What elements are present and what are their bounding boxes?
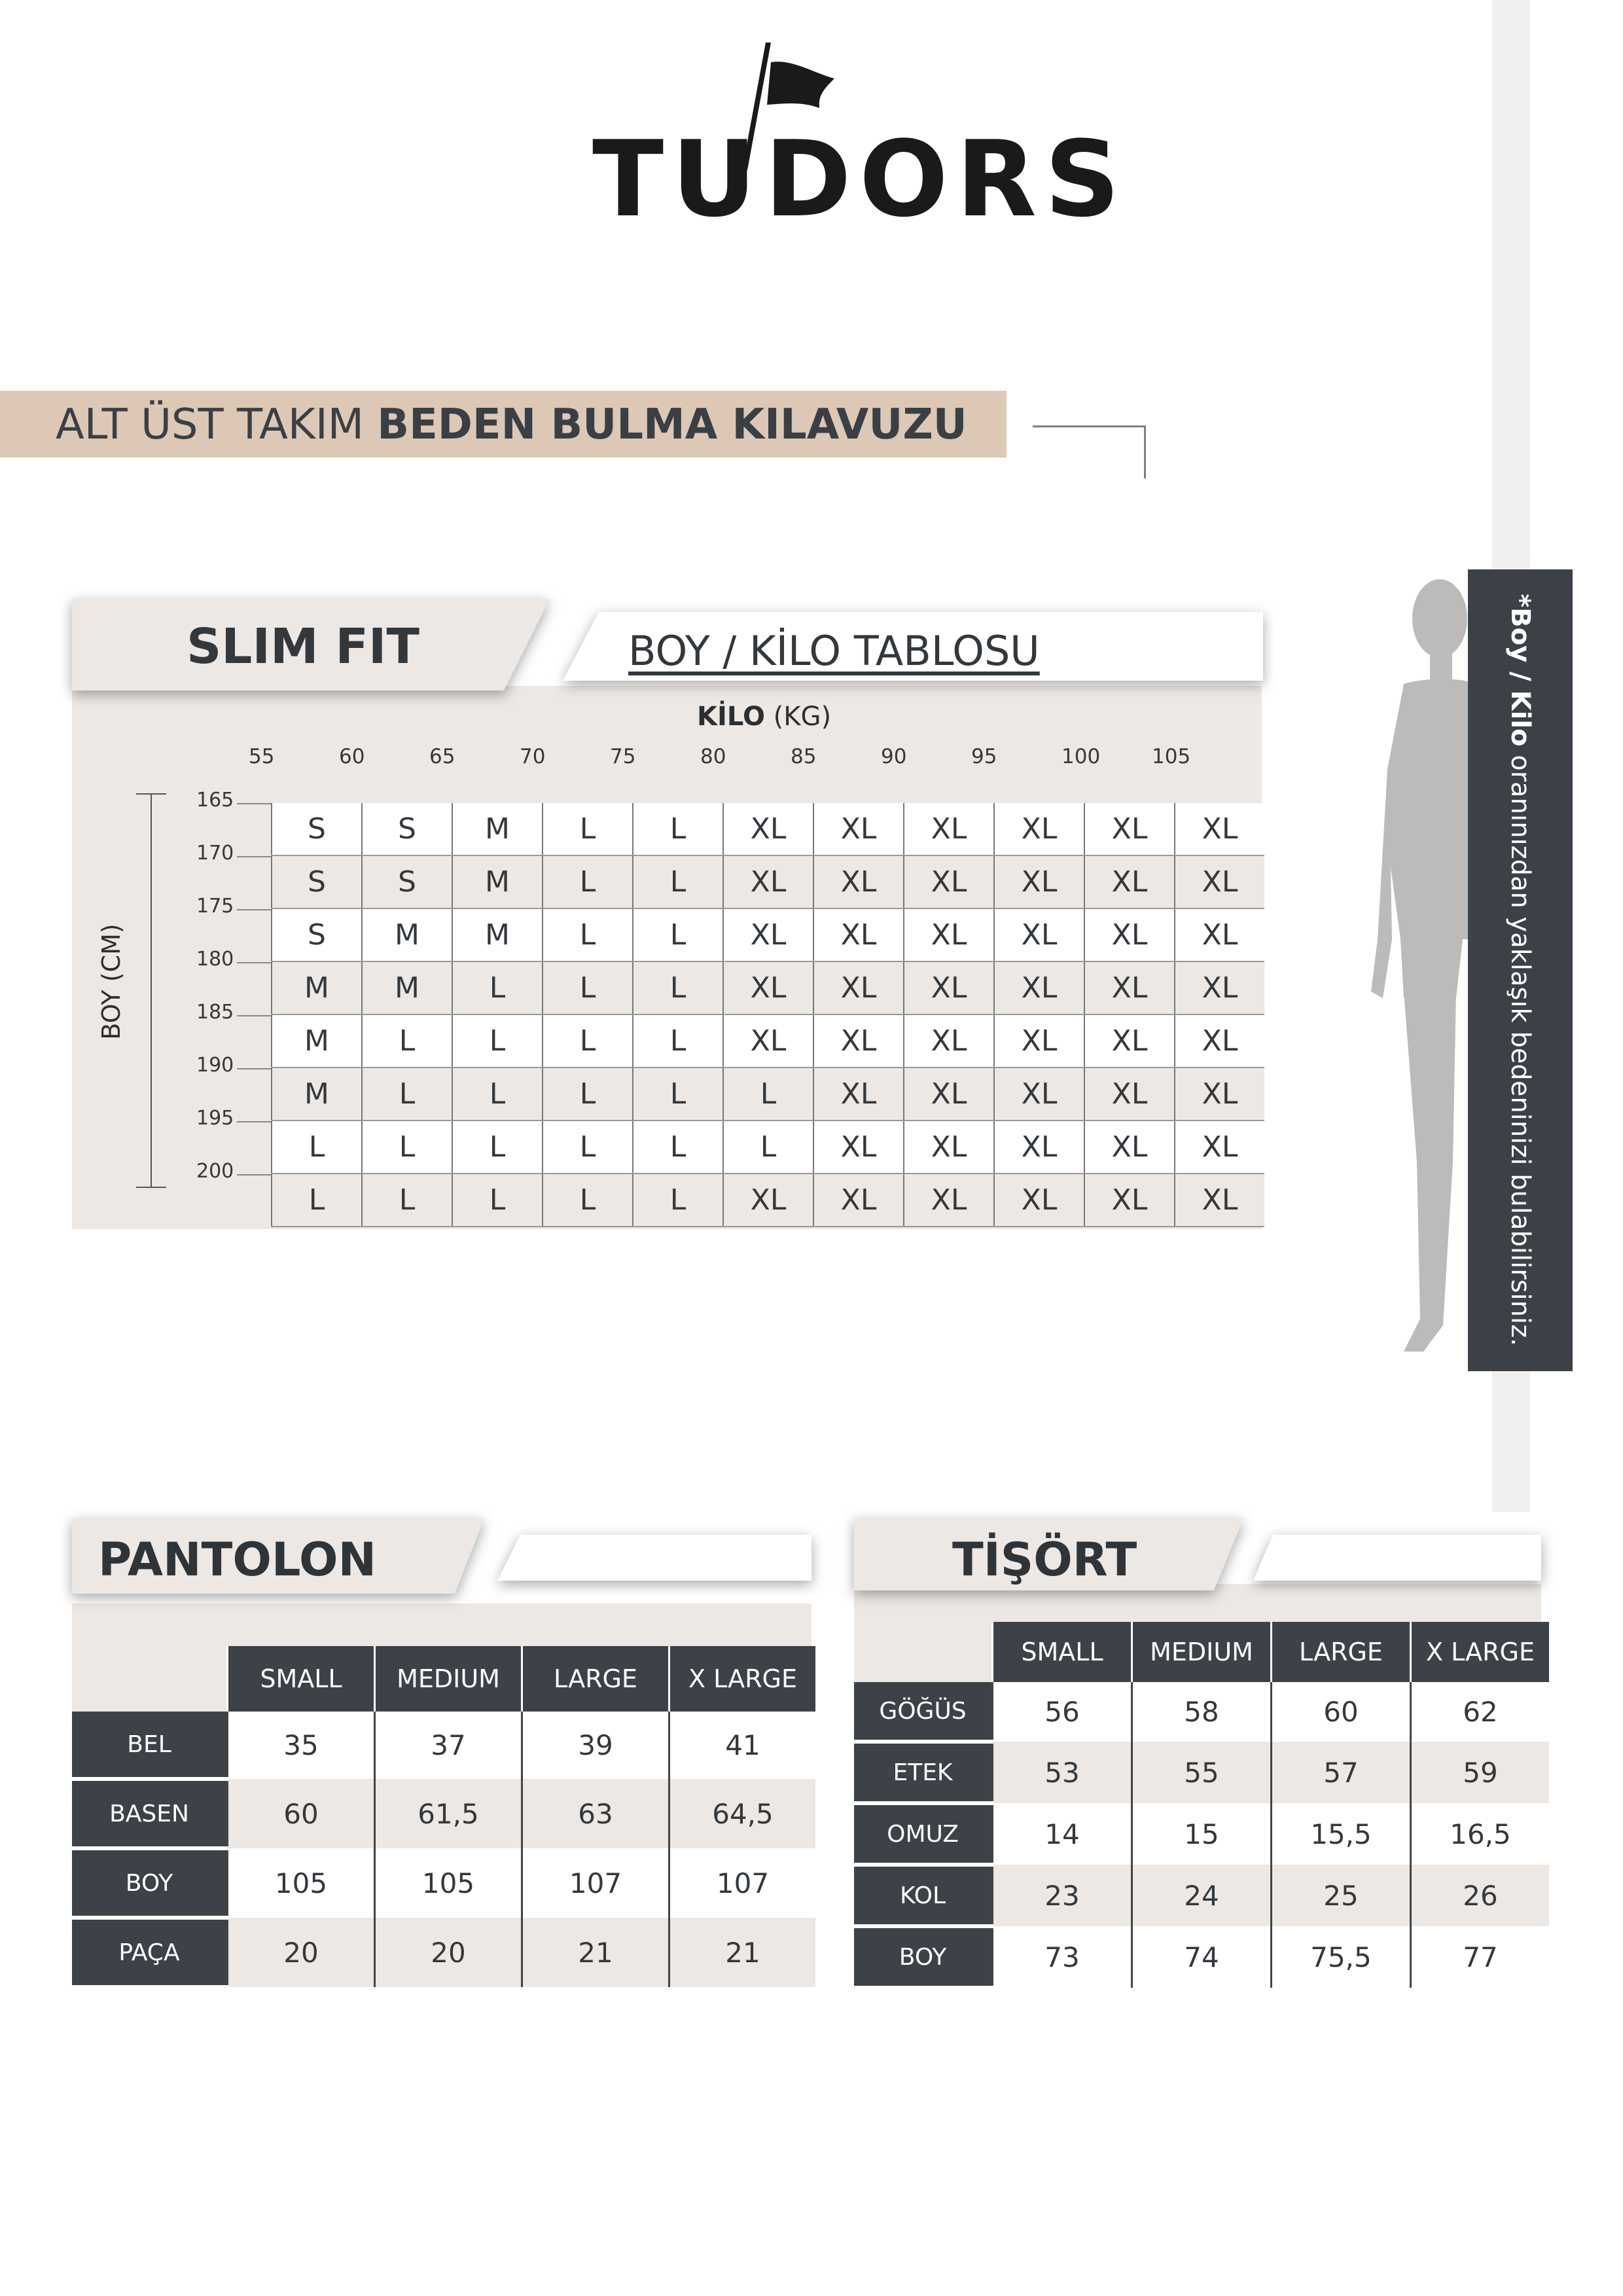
table-row	[72, 1918, 815, 1987]
size-cell: L	[543, 1121, 633, 1174]
table-row	[72, 1712, 815, 1779]
size-cell: XL	[904, 1014, 994, 1067]
size-cell: M	[362, 908, 452, 961]
height-tick: 180	[196, 948, 234, 971]
size-cell: M	[452, 855, 543, 908]
value-cell: 41	[669, 1712, 816, 1779]
height-tick-line	[237, 962, 271, 963]
row-label: PAÇA	[72, 1918, 228, 1987]
value-cell: 107	[669, 1848, 816, 1918]
value-cell: 62	[1411, 1682, 1550, 1742]
size-cell: L	[362, 1014, 452, 1067]
size-cell: XL	[813, 803, 904, 855]
height-tick-line	[237, 1174, 271, 1175]
size-cell: L	[723, 1067, 813, 1121]
page-title-light: ALT ÜST TAKIM	[56, 401, 378, 449]
value-cell: 24	[1132, 1865, 1272, 1926]
side-note-text	[1503, 594, 1537, 1346]
height-tick: 170	[196, 842, 234, 865]
tisort-header-tabs	[844, 1512, 1551, 1610]
size-cell: L	[633, 908, 723, 961]
size-cell: XL	[904, 1174, 994, 1227]
size-cell: XL	[994, 1067, 1084, 1121]
value-cell: 58	[1132, 1682, 1272, 1742]
size-cell: L	[633, 803, 723, 855]
value-cell: 25	[1272, 1865, 1411, 1926]
size-cell: L	[633, 1067, 723, 1121]
value-cell: 59	[1411, 1742, 1550, 1803]
size-cell: L	[452, 1014, 543, 1067]
header-blank-cell	[72, 1646, 228, 1712]
pantolon-size-table	[72, 1646, 815, 1989]
size-cell: XL	[723, 803, 813, 855]
size-cell: XL	[723, 1174, 813, 1227]
size-cell: L	[362, 1174, 452, 1227]
size-cell: XL	[1084, 1014, 1175, 1067]
table-row	[854, 1926, 1549, 1988]
size-cell: M	[362, 961, 452, 1014]
weight-tick: 105	[1152, 745, 1191, 768]
row-label: ETEK	[854, 1742, 993, 1803]
table-row	[854, 1742, 1549, 1803]
table-row	[272, 1121, 1264, 1174]
kilo-axis-unit: (KG)	[764, 702, 832, 732]
size-cell: L	[543, 908, 633, 961]
weight-tick: 60	[339, 745, 365, 768]
table-row	[272, 1014, 1264, 1067]
page-title-bold: BEDEN BULMA KILAVUZU	[377, 401, 967, 449]
size-cell: L	[543, 1067, 633, 1121]
size-cell: L	[633, 1121, 723, 1174]
value-cell: 61,5	[375, 1779, 522, 1848]
row-label: BASEN	[72, 1779, 228, 1848]
size-cell: XL	[723, 961, 813, 1014]
size-cell: XL	[1175, 908, 1264, 961]
size-cell: M	[452, 908, 543, 961]
size-cell: L	[452, 1121, 543, 1174]
size-cell: XL	[994, 1121, 1084, 1174]
value-cell: 107	[522, 1848, 669, 1918]
size-cell: XL	[723, 908, 813, 961]
size-cell: S	[272, 803, 362, 855]
value-cell: 74	[1132, 1926, 1272, 1988]
value-cell: 39	[522, 1712, 669, 1779]
size-cell: S	[362, 803, 452, 855]
row-label: BOY	[854, 1926, 993, 1988]
size-cell: XL	[813, 1121, 904, 1174]
column-header: LARGE	[522, 1646, 669, 1712]
boy-axis-label: BOY (CM)	[97, 924, 126, 1040]
height-tick-line	[237, 909, 271, 910]
row-label: OMUZ	[854, 1803, 993, 1865]
boy-axis-cap-bottom	[136, 1187, 166, 1188]
size-cell: XL	[1084, 961, 1175, 1014]
size-cell: XL	[1175, 1174, 1264, 1227]
value-cell: 73	[993, 1926, 1132, 1988]
size-cell: XL	[1084, 855, 1175, 908]
side-note-rest: oranınızdan yaklaşık bedeninizi bulabilirsiniz.	[1505, 746, 1535, 1346]
size-cell: XL	[1084, 803, 1175, 855]
size-cell: XL	[904, 803, 994, 855]
weight-tick: 100	[1061, 745, 1101, 768]
height-tick-line	[237, 1121, 271, 1122]
table-row	[72, 1779, 815, 1848]
weight-tick: 65	[429, 745, 455, 768]
size-cell: L	[633, 855, 723, 908]
size-cell: XL	[1175, 961, 1264, 1014]
size-cell: XL	[994, 1174, 1084, 1227]
size-cell: XL	[813, 961, 904, 1014]
size-cell: XL	[1084, 1067, 1175, 1121]
table-row	[854, 1865, 1549, 1926]
size-cell: XL	[904, 1121, 994, 1174]
height-tick: 190	[196, 1054, 234, 1077]
size-cell: XL	[1175, 1121, 1264, 1174]
size-cell: XL	[813, 908, 904, 961]
value-cell: 15	[1132, 1803, 1272, 1865]
height-tick: 175	[196, 895, 234, 918]
size-cell: L	[633, 1014, 723, 1067]
column-header: X LARGE	[1411, 1622, 1550, 1682]
value-cell: 20	[228, 1918, 375, 1987]
value-cell: 75,5	[1272, 1926, 1411, 1988]
value-cell: 55	[1132, 1742, 1272, 1803]
table-row	[272, 961, 1264, 1014]
human-silhouette-icon	[1364, 573, 1482, 1365]
value-cell: 63	[522, 1779, 669, 1848]
table-row	[854, 1682, 1549, 1742]
size-cell: XL	[1084, 1121, 1175, 1174]
size-cell: M	[272, 1067, 362, 1121]
size-cell: XL	[994, 803, 1084, 855]
size-cell: XL	[994, 1014, 1084, 1067]
size-cell: XL	[1084, 1174, 1175, 1227]
row-label: GÖĞÜS	[854, 1682, 993, 1742]
value-cell: 57	[1272, 1742, 1411, 1803]
weight-tick: 70	[520, 745, 546, 768]
value-cell: 35	[228, 1712, 375, 1779]
size-cell: XL	[994, 961, 1084, 1014]
kilo-axis-label	[697, 702, 831, 732]
weight-tick: 55	[249, 745, 275, 768]
table-header-row	[854, 1622, 1549, 1682]
size-cell: XL	[1084, 908, 1175, 961]
value-cell: 77	[1411, 1926, 1550, 1988]
size-cell: M	[452, 803, 543, 855]
tisort-title: TİŞÖRT	[952, 1533, 1137, 1587]
size-cell: XL	[813, 1014, 904, 1067]
column-header: MEDIUM	[1132, 1622, 1272, 1682]
value-cell: 53	[993, 1742, 1132, 1803]
table-row	[854, 1803, 1549, 1865]
size-cell: L	[362, 1067, 452, 1121]
corner-decoration	[1033, 425, 1146, 478]
row-label: BOY	[72, 1848, 228, 1918]
size-cell: XL	[1175, 803, 1264, 855]
table-row	[272, 1174, 1264, 1227]
size-cell: XL	[813, 855, 904, 908]
value-cell: 15,5	[1272, 1803, 1411, 1865]
height-tick: 200	[196, 1160, 234, 1183]
page-title	[56, 401, 967, 449]
value-cell: 23	[993, 1865, 1132, 1926]
column-header: LARGE	[1272, 1622, 1411, 1682]
tisort-size-table	[854, 1622, 1549, 1990]
height-tick: 165	[196, 789, 234, 812]
size-cell: L	[543, 961, 633, 1014]
size-cell: L	[452, 1174, 543, 1227]
slim-fit-title: SLIM FIT	[187, 619, 419, 675]
size-cell: S	[272, 908, 362, 961]
size-cell: XL	[1175, 855, 1264, 908]
size-cell: L	[452, 961, 543, 1014]
size-cell: L	[362, 1121, 452, 1174]
size-cell: XL	[904, 855, 994, 908]
height-tick-line	[237, 1015, 271, 1016]
value-cell: 105	[228, 1848, 375, 1918]
size-cell: L	[272, 1174, 362, 1227]
size-cell: L	[452, 1067, 543, 1121]
pantolon-title: PANTOLON	[98, 1533, 377, 1587]
size-cell: XL	[723, 1014, 813, 1067]
boy-axis-cap-top	[136, 793, 166, 795]
size-cell: S	[272, 855, 362, 908]
size-cell: M	[272, 1014, 362, 1067]
value-cell: 37	[375, 1712, 522, 1779]
slim-fit-size-table	[271, 803, 1264, 1227]
size-cell: L	[543, 1014, 633, 1067]
boy-kilo-subtitle: BOY / KİLO TABLOSU	[628, 627, 1040, 675]
size-cell: XL	[1175, 1067, 1264, 1121]
height-tick-line	[237, 803, 271, 804]
value-cell: 60	[1272, 1682, 1411, 1742]
table-row	[72, 1848, 815, 1918]
size-cell: L	[633, 1174, 723, 1227]
size-cell: XL	[813, 1174, 904, 1227]
value-cell: 56	[993, 1682, 1132, 1742]
size-cell: L	[543, 855, 633, 908]
value-cell: 21	[522, 1918, 669, 1987]
size-cell: XL	[994, 855, 1084, 908]
value-cell: 26	[1411, 1865, 1550, 1926]
column-header: MEDIUM	[375, 1646, 522, 1712]
header-blank-cell	[854, 1622, 993, 1682]
height-tick-line	[237, 1068, 271, 1069]
size-cell: L	[723, 1121, 813, 1174]
boy-axis-line	[151, 793, 152, 1188]
size-cell: L	[543, 1174, 633, 1227]
row-label: KOL	[854, 1865, 993, 1926]
size-cell: XL	[904, 1067, 994, 1121]
size-cell: XL	[904, 961, 994, 1014]
table-row	[272, 1067, 1264, 1121]
size-cell: XL	[723, 855, 813, 908]
column-header: X LARGE	[669, 1646, 816, 1712]
kilo-axis-label-bold: KİLO	[697, 702, 765, 732]
size-cell: L	[633, 961, 723, 1014]
column-header: SMALL	[228, 1646, 375, 1712]
height-tick: 185	[196, 1001, 234, 1024]
weight-tick: 85	[791, 745, 817, 768]
size-cell: L	[543, 803, 633, 855]
size-cell: XL	[904, 908, 994, 961]
size-cell: XL	[813, 1067, 904, 1121]
size-cell: XL	[994, 908, 1084, 961]
weight-tick: 90	[881, 745, 907, 768]
value-cell: 14	[993, 1803, 1132, 1865]
table-row	[272, 803, 1264, 855]
value-cell: 105	[375, 1848, 522, 1918]
value-cell: 16,5	[1411, 1803, 1550, 1865]
size-cell: M	[272, 961, 362, 1014]
value-cell: 60	[228, 1779, 375, 1848]
value-cell: 21	[669, 1918, 816, 1987]
size-cell: L	[272, 1121, 362, 1174]
value-cell: 20	[375, 1918, 522, 1987]
weight-tick: 95	[971, 745, 997, 768]
table-header-row	[72, 1646, 815, 1712]
size-cell: S	[362, 855, 452, 908]
size-cell: XL	[1175, 1014, 1264, 1067]
value-cell: 64,5	[669, 1779, 816, 1848]
column-header: SMALL	[993, 1622, 1132, 1682]
brand-logo-text: TUDORS	[592, 118, 1128, 240]
weight-tick: 80	[700, 745, 726, 768]
side-note-bold: *Boy / Kilo	[1505, 594, 1535, 747]
height-tick-line	[237, 856, 271, 857]
weight-tick: 75	[610, 745, 636, 768]
table-row	[272, 908, 1264, 961]
row-label: BEL	[72, 1712, 228, 1779]
table-row	[272, 855, 1264, 908]
height-tick: 195	[196, 1107, 234, 1130]
